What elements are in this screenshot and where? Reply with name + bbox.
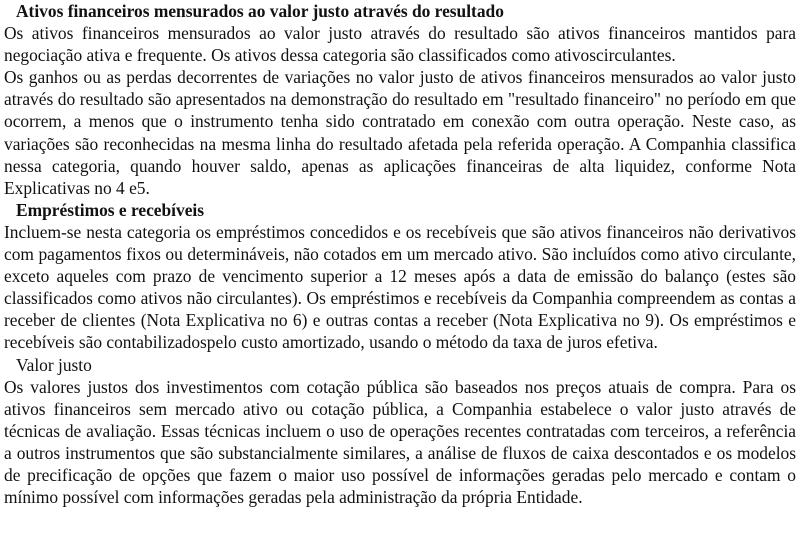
paragraph-ativos-definicao: Os ativos financeiros mensurados ao valor justo através do resultado são ativos financeiros mantidos para negociação ativa e frequente. Os ativos dessa categoria são classificados como ativoscirculantes. [4, 23, 796, 66]
paragraph-emprestimos-recebiveis: Incluem-se nesta categoria os empréstimos concedidos e os recebíveis que são ativos financeiros não derivativos com pagamentos fixos ou determináveis, não cotados em um mercado ativo. São incluídos como ativo circulante, exceto aqueles com prazo de vencimento superior a 12 meses após a data de emissão do balanço (estes são classificados como ativos não circulantes). Os empréstimos e recebíveis da Companhia compreendem as contas a receber de clientes (Nota Explicativa no 6) e outras contas a receber (Nota Explicativa no 9). Os empréstimos e recebíveis são contabilizadospelo custo amortizado, usando o método da taxa de juros efetiva. [4, 221, 796, 353]
paragraph-ganhos-perdas: Os ganhos ou as perdas decorrentes de variações no valor justo de ativos financeiros mensurados ao valor justo através do resultado são apresentados na demonstração do resultado em "resultado financeiro" no período em que ocorrem, a menos que o instrumento tenha sido contratado em conexão com outra operação. Neste caso, as variações são reconhecidas na mesma linha do resultado afetada pela referida operação. A Companhia classifica nessa categoria, quando houver saldo, apenas as aplicações financeiras de alta liquidez, conforme Nota Explicativas no 4 e5. [4, 67, 796, 198]
paragraph-valor-justo: Os valores justos dos investimentos com cotação pública são baseados nos preços atuais de compra. Para os ativos financeiros sem mercado ativo ou cotação pública, a Companhia estabelece o valor justo através de técnicas de avaliação. Essas técnicas incluem o uso de operações recentes contratadas com terceiros, a referência a outros instrumentos que são substancialmente similares, a análise de fluxos de caixa descontados e os modelos de precificação de opções que fazem o maior uso possível de informações geradas pelo mercado e contam o mínimo possível com informações geradas pela administração da própria Entidade. [4, 376, 796, 508]
section-heading-ativos-financeiros: Ativos financeiros mensurados ao valor justo através do resultado [16, 1, 504, 21]
section-heading-valor-justo: Valor justo [16, 354, 92, 375]
section-heading-emprestimos-recebiveis: Empréstimos e recebíveis [16, 199, 205, 220]
